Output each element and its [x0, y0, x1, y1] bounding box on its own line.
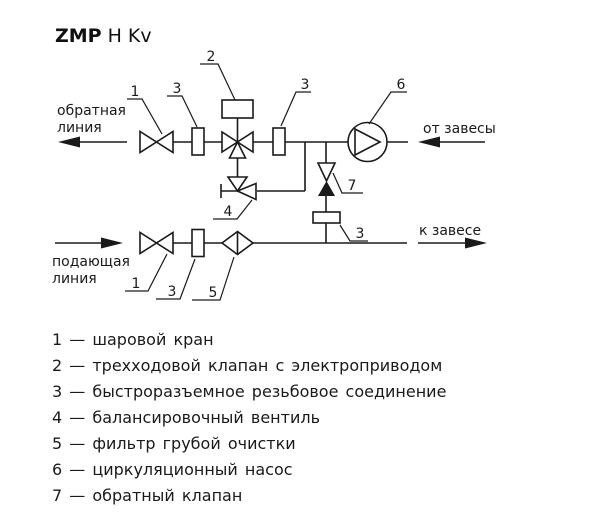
- callout-pump: 6: [396, 77, 406, 93]
- legend-item: 5 — фильтр грубой очистки: [52, 434, 296, 453]
- callout-union-bypass: 3: [355, 226, 365, 242]
- callout-balancing-valve: 4: [223, 204, 233, 220]
- legend-item: 2 — трехходовой клапан с электроприводом: [52, 356, 443, 375]
- label-supply-line-2: линия: [52, 271, 97, 287]
- union-top-right-symbol: [273, 128, 285, 155]
- label-from-curtain: от завесы: [423, 121, 496, 137]
- arrow-left-icon: [418, 137, 440, 148]
- return-pipeline: [58, 137, 485, 148]
- title-model: H Kv: [107, 25, 152, 47]
- check-valve-branch: [313, 142, 340, 243]
- label-to-curtain: к завесе: [419, 223, 482, 239]
- callout-leaders: [125, 64, 407, 300]
- check-valve-symbol: [318, 163, 335, 196]
- union-top-left-symbol: [192, 128, 204, 155]
- ball-valve-bottom-symbol: [140, 233, 173, 254]
- legend-item: 4 — балансировочный вентиль: [52, 408, 321, 427]
- balancing-valve-symbol: [228, 177, 256, 200]
- label-return-line-2: линия: [57, 120, 102, 136]
- pump-symbol: [348, 123, 387, 162]
- arrow-right-icon: [101, 238, 123, 249]
- legend: [52, 327, 446, 509]
- union-bypass-symbol: [313, 212, 340, 223]
- title-brand: ZMP: [55, 25, 102, 47]
- arrow-right-icon: [465, 238, 487, 249]
- callout-union-bottom: 3: [167, 284, 177, 300]
- label-return-line-1: обратная: [57, 103, 126, 119]
- union-bottom-symbol: [192, 230, 204, 257]
- callout-ball-valve-bottom: 1: [131, 276, 141, 292]
- arrow-left-icon: [58, 137, 80, 148]
- legend-item: 3 — быстроразъемное резьбовое соединение: [52, 382, 447, 401]
- callout-check-valve: 7: [347, 178, 357, 194]
- strainer-symbol: [222, 232, 253, 255]
- callout-ball-valve-top: 1: [130, 84, 140, 100]
- supply-pipeline: [55, 238, 487, 249]
- ball-valve-top-symbol: [140, 132, 173, 153]
- label-supply-line-1: подающая: [52, 254, 130, 270]
- legend-item: 6 — циркуляционный насос: [52, 460, 293, 479]
- three-way-valve-symbol: [222, 100, 253, 158]
- legend-item: 1 — шаровой кран: [52, 330, 214, 349]
- actuator-symbol: [222, 100, 253, 118]
- callout-actuator-valve: 2: [206, 49, 216, 65]
- legend-item: 7 — обратный клапан: [52, 486, 243, 505]
- callout-strainer: 5: [208, 285, 218, 301]
- callout-union-top-left: 3: [172, 81, 182, 97]
- callout-union-top-right: 3: [300, 77, 310, 93]
